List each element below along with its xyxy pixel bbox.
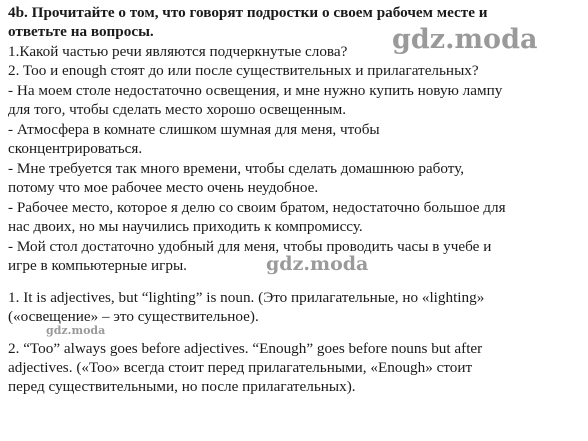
question-2: 2. Too и enough стоят до или после существительных и прилагательных?	[8, 62, 479, 79]
watermark: gdz.moda	[46, 324, 106, 337]
statement-line: игре в компьютерные игры.	[8, 257, 187, 274]
statement-line: - Рабочее место, которое я делю со своим братом, недостаточно большое для	[8, 199, 506, 216]
question-1: 1.Какой частью речи являются подчеркнутые слова?	[8, 43, 348, 60]
statement-line: нас двоих, но мы научились приходить к компромиссу.	[8, 218, 363, 235]
exercise-title-line1: 4b. Прочитайте о том, что говорят подростки о своем рабочем месте и	[8, 4, 488, 21]
answer-line: («освещение» – это существительное).	[8, 308, 259, 325]
exercise-title-line2: ответьте на вопросы.	[8, 23, 154, 40]
watermark: gdz.moda	[392, 24, 538, 55]
statement-line: - Мне требуется так много времени, чтобы сделать домашнюю работу,	[8, 160, 465, 177]
answer-line: 1. It is adjectives, but “lighting” is noun. (Это прилагательные, но «lighting»	[8, 289, 485, 306]
answer-line: 2. “Too” always goes before adjectives. “Enough” goes before nouns but after	[8, 340, 483, 357]
statement-line: - Атмосфера в комнате слишком шумная для меня, чтобы	[8, 121, 380, 138]
statement-line: для того, чтобы сделать место хорошо освещенным.	[8, 101, 347, 118]
statement-line: - На моем столе недостаточно освещения, и мне нужно купить новую лампу	[8, 82, 503, 99]
watermark: gdz.moda	[266, 253, 369, 275]
answer-line: перед существительными, но после прилагательных).	[8, 378, 356, 395]
statement-line: потому что мое рабочее место очень неудобное.	[8, 179, 319, 196]
statement-line: сконцентрироваться.	[8, 140, 143, 157]
statement-line: - Мой стол достаточно удобный для меня, чтобы проводить часы в учебе и	[8, 238, 492, 255]
answer-line: adjectives. («Too» всегда стоит перед прилагательными, «Enough» стоит	[8, 359, 473, 376]
